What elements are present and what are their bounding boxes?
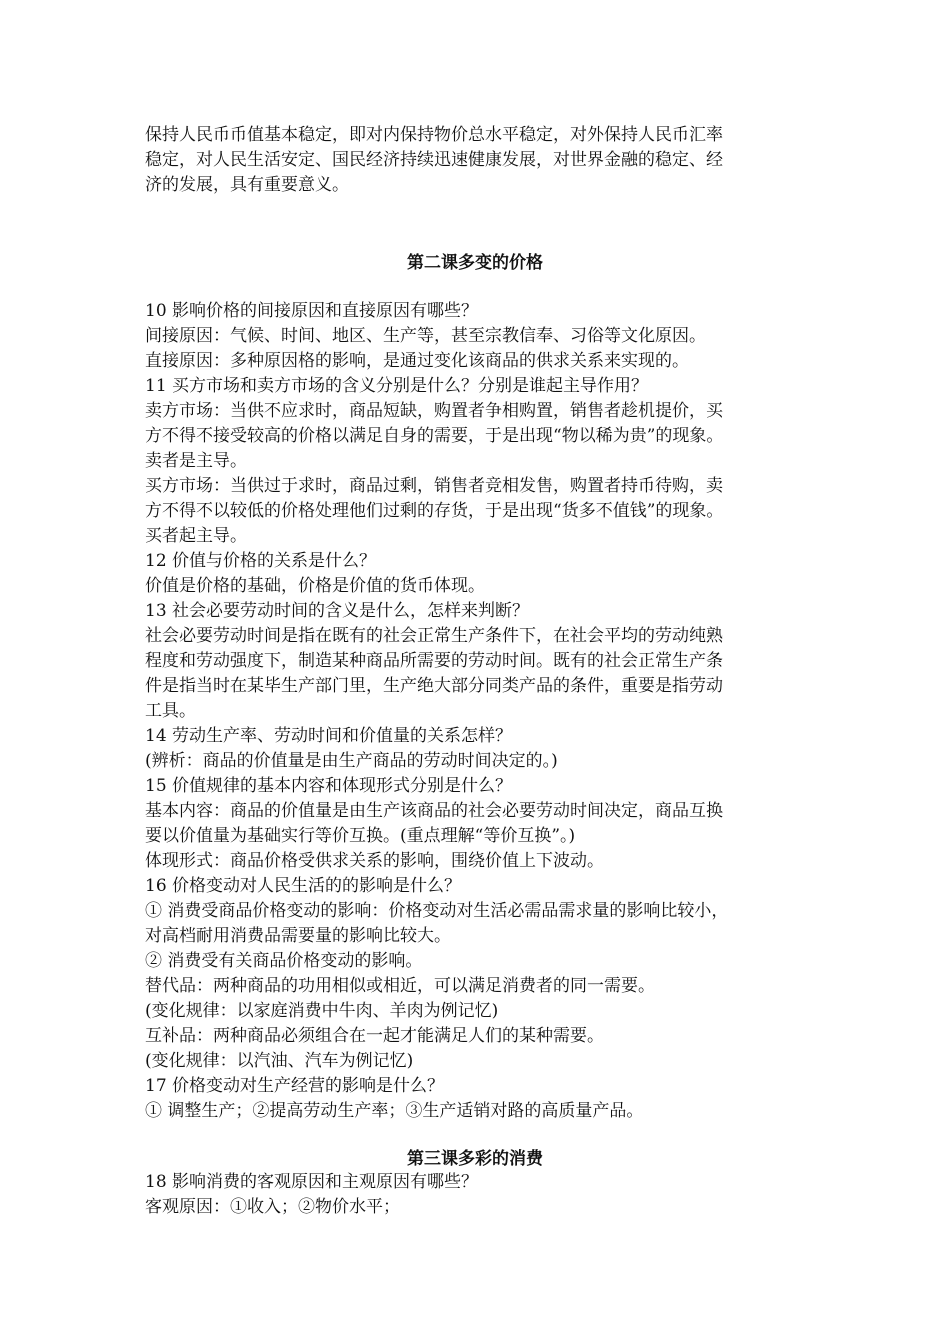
question-line: 12 价值与价格的关系是什么？ (145, 551, 377, 571)
intro-paragraph (145, 123, 813, 198)
text-line: 替代品：两种商品的功用相似或相近，可以满足消费者的同一需要。 (145, 976, 655, 996)
question-line: 17 价格变动对生产经营的影响是什么？ (145, 1076, 445, 1096)
lesson-3-heading: 第三课多彩的消费 (407, 1149, 543, 1169)
lesson-3-body (145, 1170, 813, 1220)
text-line: 卖方市场：当供不应求时，商品短缺，购置者争相购置，销售者趁机提价，买 (145, 401, 723, 421)
text-line: 间接原因：气候、时间、地区、生产等，甚至宗教信奉、习俗等文化原因。 (145, 326, 706, 346)
text-line: 互补品：两种商品必须组合在一起才能满足人们的某种需要。 (145, 1026, 604, 1046)
question-line: 18 影响消费的客观原因和主观原因有哪些？ (145, 1172, 479, 1192)
text-line: (变化规律：以家庭消费中牛肉、羊肉为例记忆) (145, 1001, 499, 1021)
text-line: 保持人民币币值基本稳定，即对内保持物价总水平稳定，对外保持人民币汇率 (145, 125, 723, 145)
text-line: ② 消费受有关商品价格变动的影响。 (145, 951, 423, 971)
text-line: 价值是价格的基础，价格是价值的货币体现。 (145, 576, 485, 596)
text-line: 工具。 (145, 701, 196, 721)
text-line: 直接原因：多种原因格的影响，是通过变化该商品的供求关系来实现的。 (145, 351, 689, 371)
text-line: 稳定，对人民生活安定、国民经济持续迅速健康发展，对世界金融的稳定、经 (145, 150, 723, 170)
text-line: 买者起主导。 (145, 526, 247, 546)
text-line: ① 消费受商品价格变动的影响：价格变动对生活必需品需求量的影响比较小， (145, 901, 729, 921)
text-line: 件是指当时在某毕生产部门里，生产绝大部分同类产品的条件，重要是指劳动 (145, 676, 723, 696)
text-line: 客观原因：①收入；②物价水平； (145, 1197, 400, 1217)
text-line: 社会必要劳动时间是指在既有的社会正常生产条件下，在社会平均的劳动纯熟 (145, 626, 723, 646)
text-line: (辨析：商品的价值量是由生产商品的劳动时间决定的。) (145, 751, 558, 771)
question-line: 15 价值规律的基本内容和体现形式分别是什么？ (145, 776, 513, 796)
text-line: 济的发展，具有重要意义。 (145, 175, 349, 195)
text-line: 卖者是主导。 (145, 451, 247, 471)
question-line: 10 影响价格的间接原因和直接原因有哪些？ (145, 301, 479, 321)
lesson-2-heading: 第二课多变的价格 (407, 253, 543, 273)
text-line: 方不得不以较低的价格处理他们过剩的存货，于是出现“货多不值钱”的现象。 (145, 501, 724, 521)
text-line: 体现形式：商品价格受供求关系的影响，围绕价值上下波动。 (145, 851, 604, 871)
question-line: 14 劳动生产率、劳动时间和价值量的关系怎样？ (145, 726, 513, 746)
text-line: 程度和劳动强度下，制造某种商品所需要的劳动时间。既有的社会正常生产条 (145, 651, 723, 671)
text-line: (变化规律：以汽油、汽车为例记忆) (145, 1051, 414, 1071)
lesson-2-body (145, 299, 813, 1124)
question-line: 11 买方市场和卖方市场的含义分别是什么？分别是谁起主导作用？ (145, 376, 649, 396)
text-line: ① 调整生产；②提高劳动生产率；③生产适销对路的高质量产品。 (145, 1101, 644, 1121)
text-line: 对高档耐用消费品需要量的影响比较大。 (145, 926, 451, 946)
question-line: 13 社会必要劳动时间的含义是什么，怎样来判断？ (145, 601, 530, 621)
text-line: 基本内容：商品的价值量是由生产该商品的社会必要劳动时间决定，商品互换 (145, 801, 723, 821)
text-line: 买方市场：当供过于求时，商品过剩，销售者竞相发售，购置者持币待购，卖 (145, 476, 723, 496)
text-line: 方不得不接受较高的价格以满足自身的需要，于是出现“物以稀为贵”的现象。 (145, 426, 724, 446)
text-line: 要以价值量为基础实行等价互换。(重点理解“等价互换”。) (145, 826, 576, 846)
question-line: 16 价格变动对人民生活的的影响是什么？ (145, 876, 462, 896)
